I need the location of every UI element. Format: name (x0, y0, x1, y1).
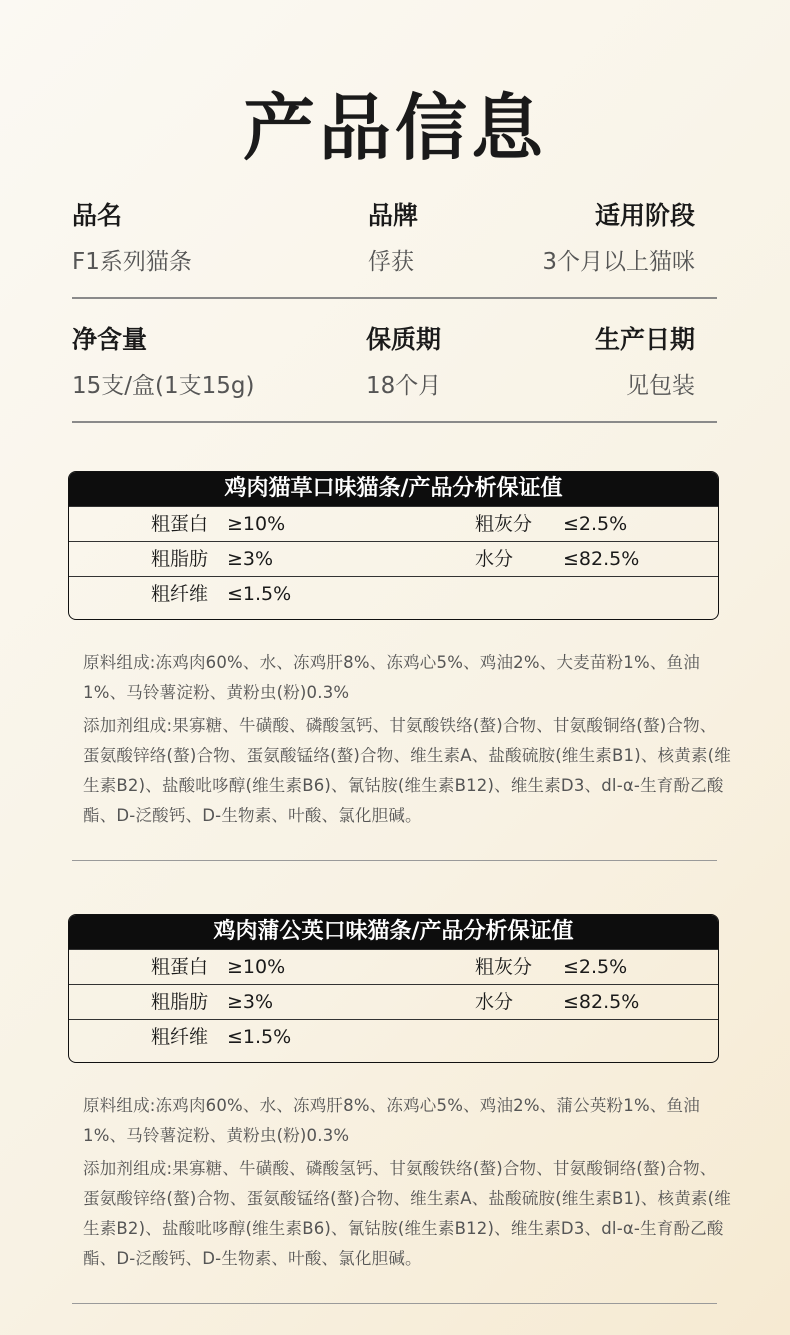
additives-text: 添加剂组成:果寡糖、牛磺酸、磷酸氢钙、甘氨酸铁络(螯)合物、甘氨酸铜络(螯)合物、蛋氨酸锌络(螯)合物、蛋氨酸锰络(螯)合物、维生素A、盐酸硫胺(维生素B1)、核黄素(维生素B2)、盐酸吡哆醇(维生素B6)、氰钴胺(维生素B12)、维生素D3、dl-α-生育酚乙酸酯、D-泛酸钙、D-生物素、叶酸、氯化胆碱。 (83, 1159, 731, 1268)
table-row (69, 576, 718, 611)
shelf-life-label: 保质期 (366, 325, 442, 354)
nutrient-value: ≥10% (227, 513, 286, 535)
ingredients-text: 原料组成:冻鸡肉60%、水、冻鸡肝8%、冻鸡心5%、鸡油2%、大麦苗粉1%、鱼油1%、马铃薯淀粉、黄粉虫(粉)0.3% (83, 653, 700, 702)
product-info-row-1 (72, 200, 717, 310)
nutrient-value: ≤82.5% (563, 991, 640, 1013)
nutrient-value: ≤1.5% (227, 583, 292, 605)
nutrient-name: 粗纤维 (151, 1026, 209, 1048)
table-row (69, 949, 718, 984)
nutrient-name: 粗蛋白 (151, 956, 209, 978)
brand-label: 品牌 (368, 201, 419, 230)
nutrient-value: ≥3% (227, 548, 274, 570)
additives-text: 添加剂组成:果寡糖、牛磺酸、磷酸氢钙、甘氨酸铁络(螯)合物、甘氨酸铜络(螯)合物、蛋氨酸锌络(螯)合物、蛋氨酸锰络(螯)合物、维生素A、盐酸硫胺(维生素B1)、核黄素(维生素B2)、盐酸吡哆醇(维生素B6)、氰钴胺(维生素B12)、维生素D3、dl-α-生育酚乙酸酯、D-泛酸钙、D-生物素、叶酸、氯化胆碱。 (83, 716, 731, 825)
shelf-life (366, 324, 441, 402)
analysis-table-1 (68, 471, 719, 620)
stage-label: 适用阶段 (594, 201, 695, 230)
table-row (69, 1019, 718, 1054)
nutrient-value: ≤2.5% (563, 513, 628, 535)
ingredients-text: 原料组成:冻鸡肉60%、水、冻鸡肝8%、冻鸡心5%、鸡油2%、蒲公英粉1%、鱼油1%、马铃薯淀粉、黄粉虫(粉)0.3% (83, 1096, 700, 1145)
stage (542, 200, 695, 278)
nutrient-name: 粗纤维 (151, 583, 209, 605)
net-content (72, 324, 254, 402)
stage-value: 3个月以上猫咪 (542, 249, 695, 275)
net-content-value: 15支/盒(1支15g) (72, 373, 255, 399)
nutrient-name: 水分 (475, 991, 514, 1013)
brand (368, 200, 418, 278)
nutrient-name: 粗灰分 (475, 513, 533, 535)
nutrient-value: ≤2.5% (563, 956, 628, 978)
table-row (69, 984, 718, 1019)
divider (72, 1303, 717, 1304)
divider (72, 297, 717, 299)
production-date (595, 324, 695, 402)
nutrient-value: ≥3% (227, 991, 274, 1013)
product-name (72, 200, 192, 278)
product-name-value: F1系列猫条 (72, 249, 192, 275)
nutrient-name: 粗灰分 (475, 956, 533, 978)
nutrient-name: 水分 (475, 548, 514, 570)
nutrient-value: ≥10% (227, 956, 286, 978)
shelf-life-value: 18个月 (366, 373, 442, 399)
production-date-value: 见包装 (626, 373, 695, 399)
table-row (69, 506, 718, 541)
brand-value: 俘获 (368, 249, 414, 275)
table-title: 鸡肉蒲公英口味猫条/产品分析保证值 (69, 915, 718, 949)
divider (72, 421, 717, 423)
product-info-row-2 (72, 324, 717, 434)
divider (72, 860, 717, 861)
production-date-label: 生产日期 (594, 325, 695, 354)
nutrient-value: ≤82.5% (563, 548, 640, 570)
page-title: 产品信息 (242, 86, 547, 170)
table-title: 鸡肉猫草口味猫条/产品分析保证值 (69, 472, 718, 506)
nutrient-name: 粗脂肪 (151, 548, 209, 570)
nutrient-name: 粗脂肪 (151, 991, 209, 1013)
analysis-table-2 (68, 914, 719, 1063)
table-row (69, 541, 718, 576)
product-name-label: 品名 (72, 201, 123, 230)
nutrient-name: 粗蛋白 (151, 513, 209, 535)
net-content-label: 净含量 (72, 325, 148, 354)
nutrient-value: ≤1.5% (227, 1026, 292, 1048)
